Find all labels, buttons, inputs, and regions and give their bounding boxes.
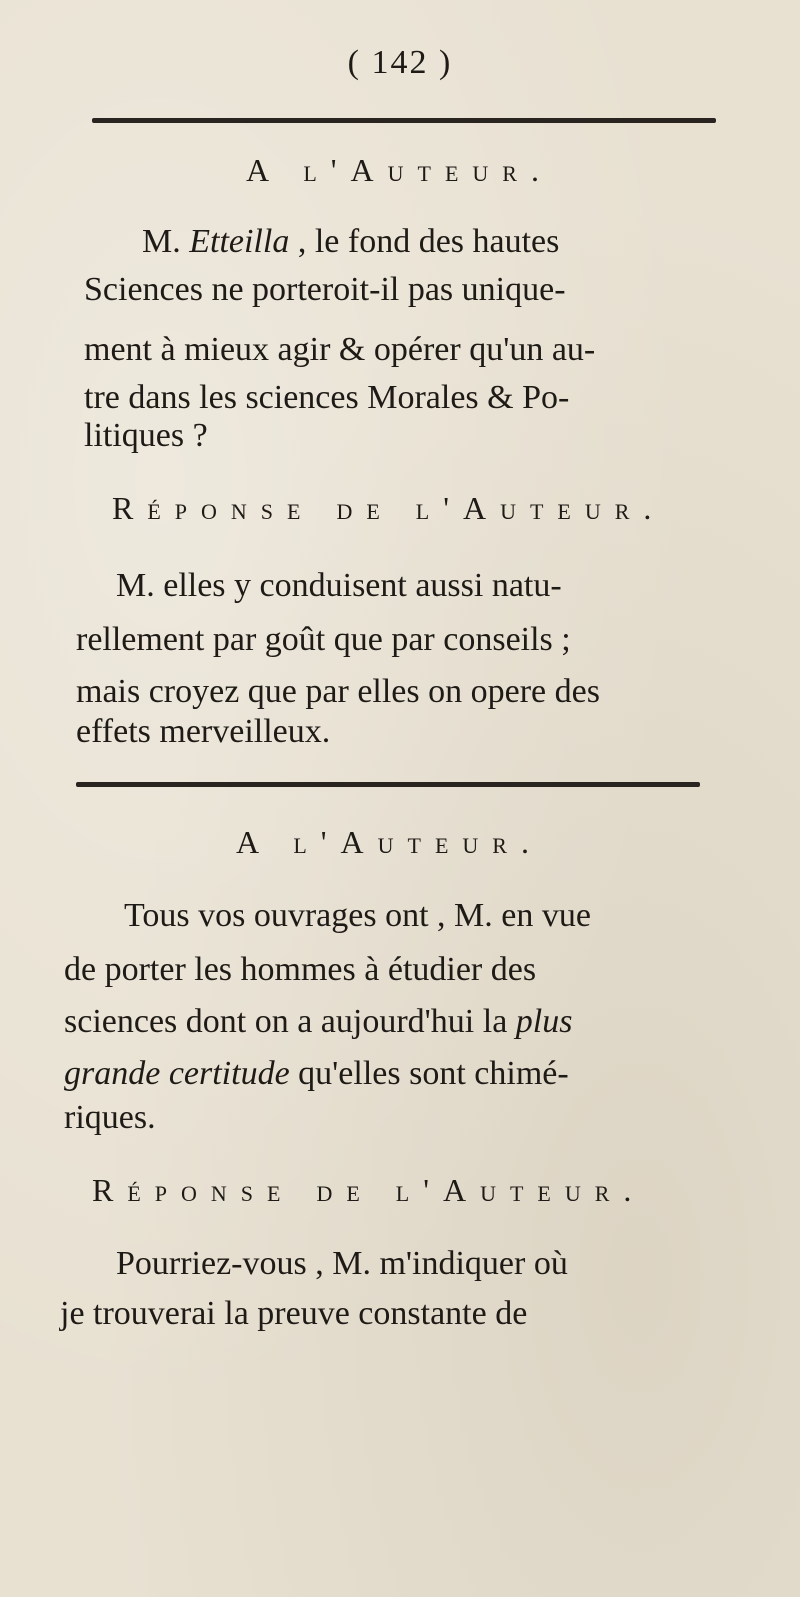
- text-line: rellement par goût que par conseils ;: [76, 621, 571, 658]
- divider-rule: [92, 118, 716, 123]
- text-line: tre dans les sciences Morales & Po-: [84, 379, 570, 416]
- divider-rule: [76, 782, 700, 787]
- text-line: M. elles y conduisent aussi natu-: [116, 567, 562, 604]
- text-line: sciences dont on a aujourd'hui la plus: [64, 1003, 573, 1040]
- text-line: effets merveilleux.: [76, 713, 331, 750]
- text-line: de porter les hommes à étudier des: [64, 951, 537, 988]
- section-heading: Réponse de l'Auteur.: [92, 1172, 646, 1208]
- text-line: Tous vos ouvrages ont , M. en vue: [124, 897, 591, 934]
- section-heading: A l'Auteur.: [236, 824, 543, 860]
- text-line: M. Etteilla , le fond des hautes: [142, 223, 560, 260]
- page-number: ( 142 ): [347, 44, 453, 81]
- text-line: litiques ?: [84, 417, 208, 454]
- text-line: je trouverai la preuve constante de: [60, 1295, 528, 1332]
- section-heading: A l'Auteur.: [246, 152, 553, 188]
- text-line: grande certitude qu'elles sont chimé-: [64, 1055, 569, 1092]
- text-line: ment à mieux agir & opérer qu'un au-: [84, 331, 596, 368]
- text-line: Sciences ne porteroit-il pas unique-: [84, 271, 566, 308]
- text-line: riques.: [64, 1099, 156, 1136]
- text-line: Pourriez-vous , M. m'indiquer où: [116, 1245, 568, 1282]
- section-heading: Réponse de l'Auteur.: [112, 490, 666, 526]
- text-line: mais croyez que par elles on opere des: [76, 673, 600, 710]
